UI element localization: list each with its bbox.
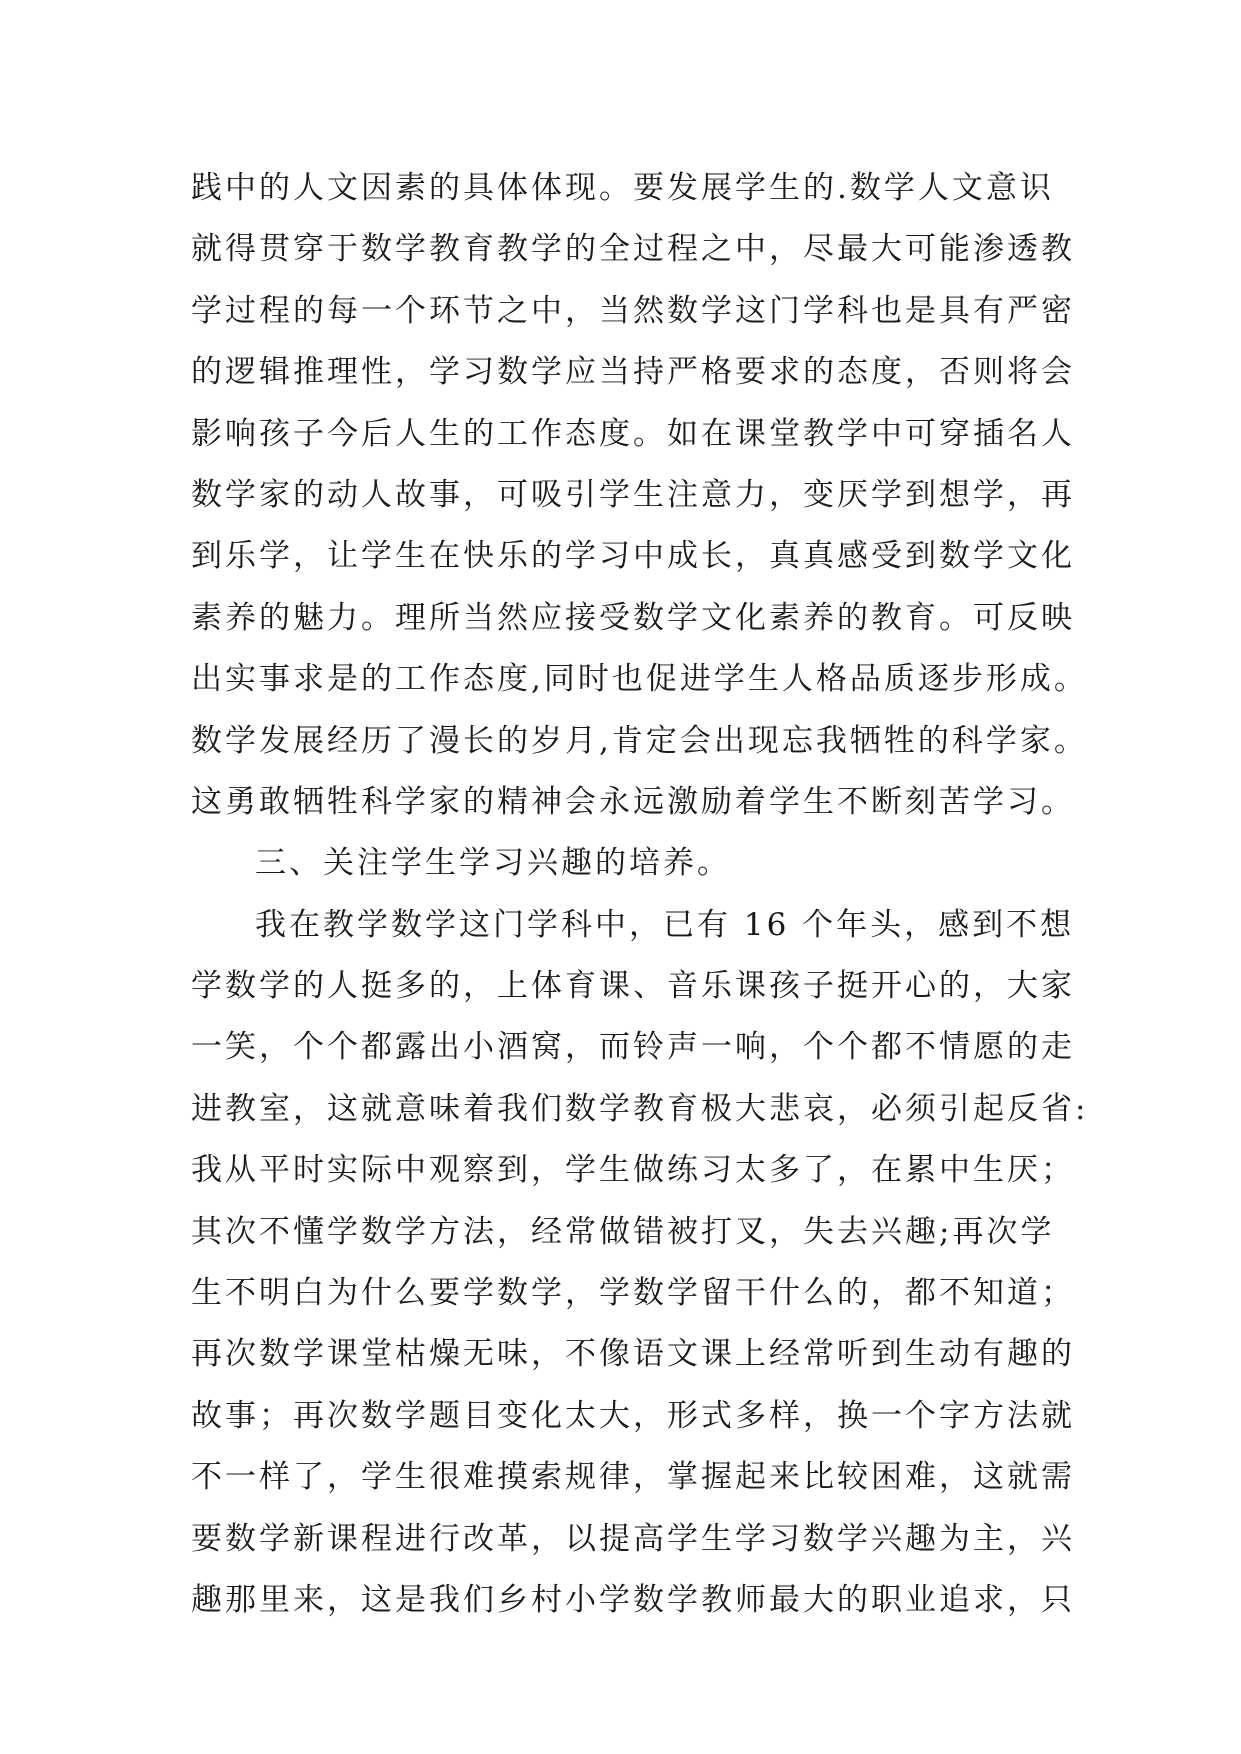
text-line: 的逻辑推理性，学习数学应当持严格要求的态度，否则将会 xyxy=(191,354,1075,391)
text-line: 其次不懂学数学方法，经常做错被打叉，失去兴趣;再次学 xyxy=(191,1213,1055,1250)
text-line: 学过程的每一个环节之中，当然数学这门学科也是具有严密 xyxy=(191,292,1075,329)
text-line: 这勇敢牺牲科学家的精神会永远激励着学生不断刻苦学习。 xyxy=(191,783,1075,820)
text-line: 我在教学数学这门学科中，已有 16 个年头，感到不想 xyxy=(255,906,1075,943)
text-line: 就得贯穿于数学教育教学的全过程之中，尽最大可能渗透教 xyxy=(191,231,1075,268)
text-line: 素养的魅力。理所当然应接受数学文化素养的教育。可反映 xyxy=(191,599,1075,636)
text-line: 出实事求是的工作态度,同时也促进学生人格品质逐步形成。 xyxy=(191,661,1088,698)
text-line: 生不明白为什么要学数学，学数学留干什么的，都不知道； xyxy=(191,1275,1075,1312)
body-text xyxy=(191,158,1089,1631)
text-line: 学数学的人挺多的，上体育课、音乐课孩子挺开心的，大家 xyxy=(191,968,1075,1005)
text-line: 三、关注学生学习兴趣的培养。 xyxy=(255,845,731,882)
text-line: 数学发展经历了漫长的岁月,肯定会出现忘我牺牲的科学家。 xyxy=(191,722,1088,759)
text-line: 到乐学，让学生在快乐的学习中成长，真真感受到数学文化 xyxy=(191,538,1075,575)
text-line: 数学家的动人故事，可吸引学生注意力，变厌学到想学，再 xyxy=(191,476,1075,513)
text-line: 再次数学课堂枯燥无味，不像语文课上经常听到生动有趣的 xyxy=(191,1336,1075,1373)
text-line: 我从平时实际中观察到，学生做练习太多了，在累中生厌； xyxy=(191,1152,1075,1189)
text-line: 影响孩子今后人生的工作态度。如在课堂教学中可穿插名人 xyxy=(191,415,1075,452)
text-line: 进教室，这就意味着我们数学教育极大悲哀，必须引起反省: xyxy=(191,1090,1089,1127)
text-line: 不一样了，学生很难摸索规律，掌握起来比较困难，这就需 xyxy=(191,1459,1075,1496)
text-line: 一笑，个个都露出小酒窝，而铃声一响，个个都不情愿的走 xyxy=(191,1029,1075,1066)
text-line: 要数学新课程进行改革，以提高学生学习数学兴趣为主，兴 xyxy=(191,1520,1075,1557)
text-line: 趣那里来，这是我们乡村小学数学教师最大的职业追求，只 xyxy=(191,1581,1075,1618)
text-line: 践中的人文因素的具体体现。要发展学生的.数学人文意识 xyxy=(191,170,1054,206)
text-line: 故事；再次数学题目变化太大，形式多样，换一个字方法就 xyxy=(191,1397,1075,1434)
